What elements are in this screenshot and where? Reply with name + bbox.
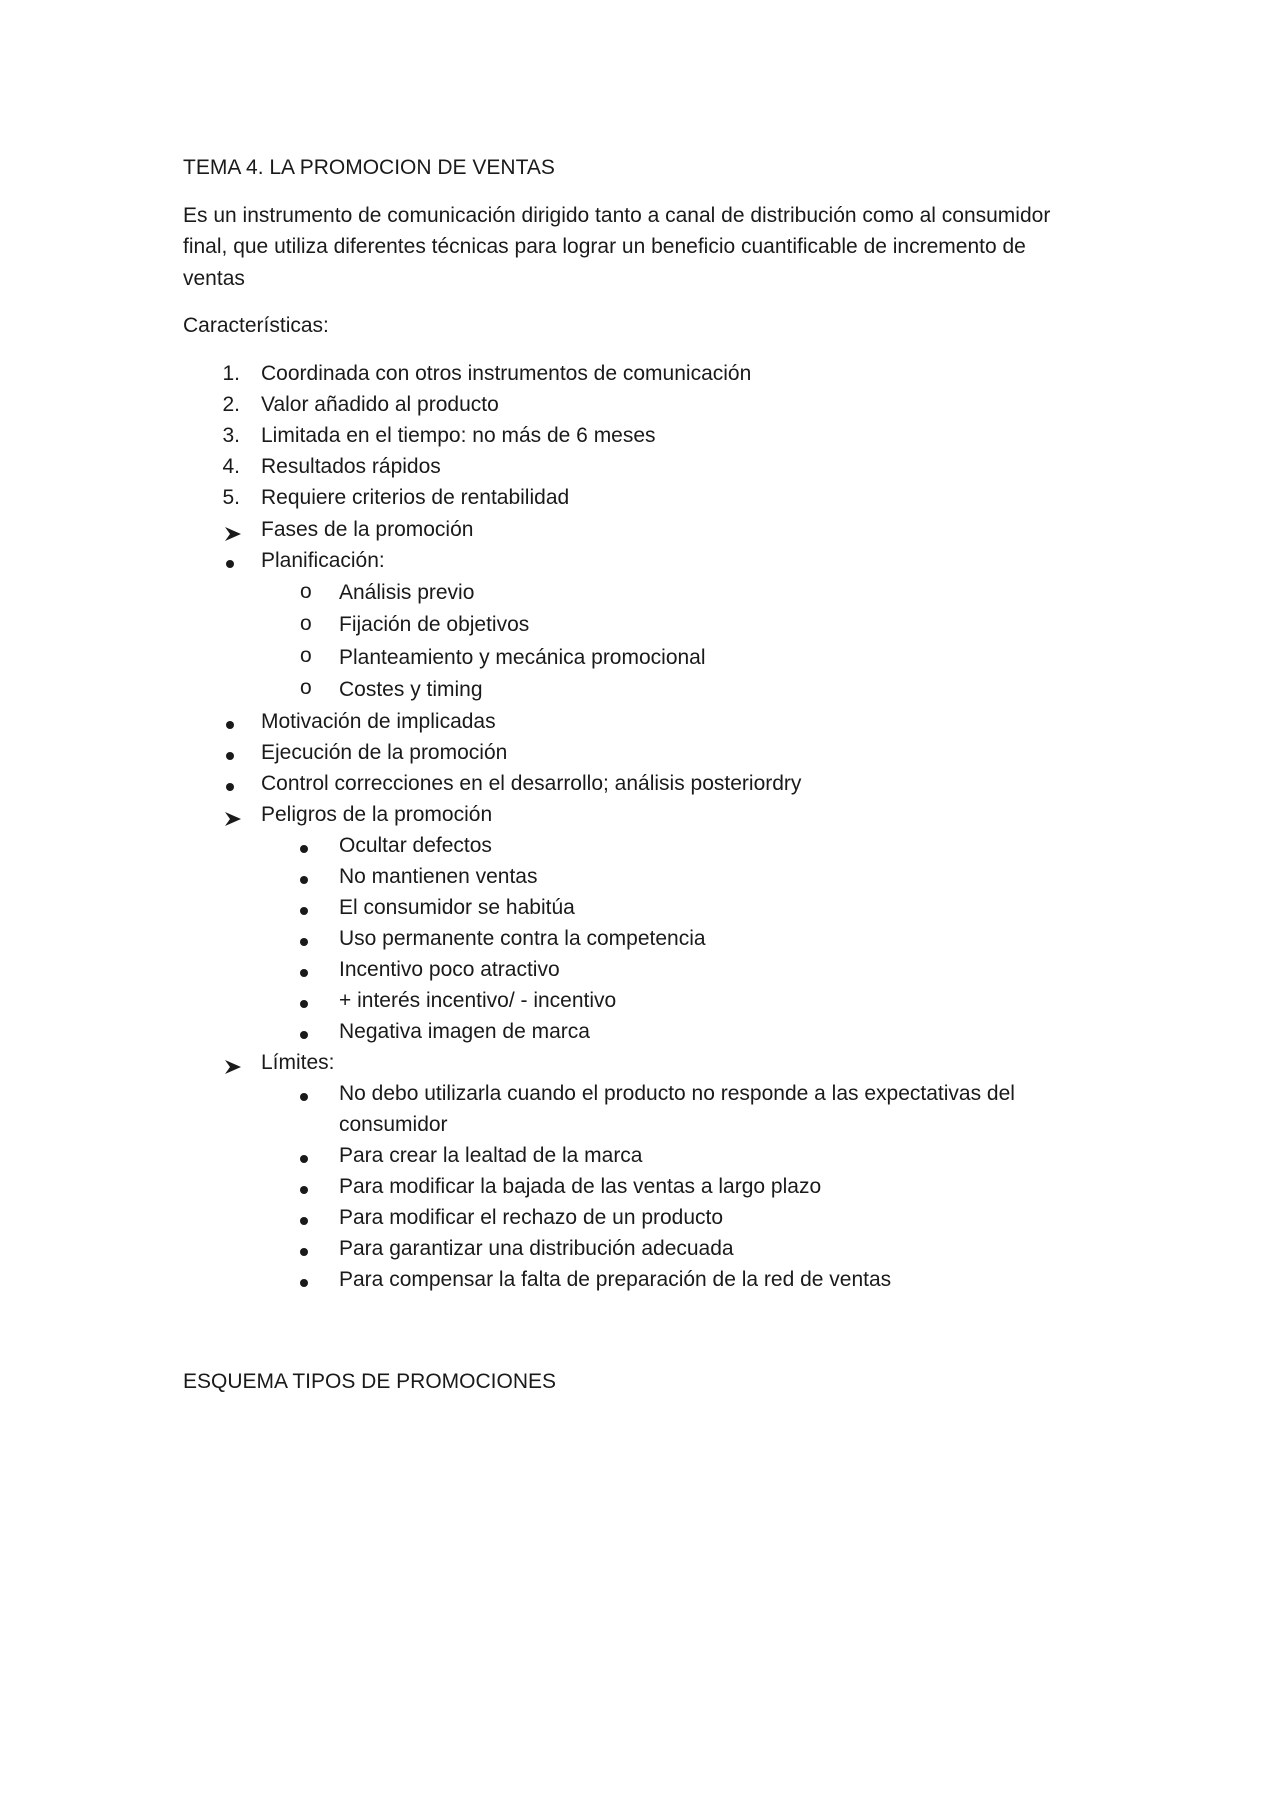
arrow-bullet-icon bbox=[224, 526, 242, 542]
peligros-heading: Peligros de la promoción bbox=[261, 803, 493, 826]
list-number: 4. bbox=[222, 455, 240, 478]
bullet-dot-icon bbox=[300, 876, 308, 884]
peligros-item: No mantienen ventas bbox=[339, 865, 538, 888]
arrow-bullet-icon bbox=[224, 811, 242, 827]
limites-item: Para modificar el rechazo de un producto bbox=[339, 1206, 724, 1229]
sub-list-item: Planteamiento y mecánica promocional bbox=[339, 646, 706, 669]
limites-item-continuation: consumidor bbox=[339, 1113, 448, 1136]
limites-item: No debo utilizarla cuando el producto no responde a las expectativas del bbox=[339, 1082, 1015, 1105]
bullet-dot-icon bbox=[300, 907, 308, 915]
bullet-dot-icon bbox=[300, 845, 308, 853]
bullet-dot-icon bbox=[300, 1217, 308, 1225]
list-item: Limitada en el tiempo: no más de 6 meses bbox=[261, 424, 656, 447]
fases-item: Ejecución de la promoción bbox=[261, 741, 508, 764]
fases-item: Control correcciones en el desarrollo; análisis posteriordry bbox=[261, 772, 802, 795]
sub-list-item: Costes y timing bbox=[339, 678, 483, 701]
limites-item: Para garantizar una distribución adecuada bbox=[339, 1237, 734, 1260]
sub-marker: o bbox=[300, 676, 312, 699]
peligros-item: Negativa imagen de marca bbox=[339, 1020, 590, 1043]
peligros-item: + interés incentivo/ - incentivo bbox=[339, 989, 617, 1012]
sub-marker: o bbox=[300, 612, 312, 635]
bullet-dot-icon bbox=[226, 783, 234, 791]
fases-item: Motivación de implicadas bbox=[261, 710, 496, 733]
bullet-dot-icon bbox=[300, 1000, 308, 1008]
peligros-item: Incentivo poco atractivo bbox=[339, 958, 560, 981]
intro-line-1: Es un instrumento de comunicación dirigido tanto a canal de distribución como al consumidor bbox=[183, 204, 1051, 227]
bullet-dot-icon bbox=[226, 721, 234, 729]
planificacion-item: Planificación: bbox=[261, 549, 385, 572]
bullet-dot-icon bbox=[300, 1186, 308, 1194]
list-number: 5. bbox=[222, 486, 240, 509]
bullet-dot-icon bbox=[300, 1279, 308, 1287]
esquema-heading: ESQUEMA TIPOS DE PROMOCIONES bbox=[183, 1370, 557, 1393]
list-item: Resultados rápidos bbox=[261, 455, 441, 478]
bullet-dot-icon bbox=[226, 752, 234, 760]
list-number: 1. bbox=[222, 362, 240, 385]
list-item: Requiere criterios de rentabilidad bbox=[261, 486, 570, 509]
caracteristicas-heading: Características: bbox=[183, 314, 329, 337]
bullet-dot-icon bbox=[300, 1248, 308, 1256]
document-title: TEMA 4. LA PROMOCION DE VENTAS bbox=[183, 156, 555, 179]
peligros-item: Ocultar defectos bbox=[339, 834, 492, 857]
list-number: 3. bbox=[222, 424, 240, 447]
bullet-dot-icon bbox=[300, 969, 308, 977]
sub-marker: o bbox=[300, 644, 312, 667]
bullet-dot-icon bbox=[300, 938, 308, 946]
list-item: Coordinada con otros instrumentos de comunicación bbox=[261, 362, 752, 385]
sub-list-item: Análisis previo bbox=[339, 581, 475, 604]
bullet-dot-icon bbox=[300, 1155, 308, 1163]
limites-item: Para compensar la falta de preparación de la red de ventas bbox=[339, 1268, 892, 1291]
limites-heading: Límites: bbox=[261, 1051, 335, 1074]
fases-heading: Fases de la promoción bbox=[261, 518, 474, 541]
list-number: 2. bbox=[222, 393, 240, 416]
intro-line-3: ventas bbox=[183, 267, 245, 290]
bullet-dot-icon bbox=[300, 1031, 308, 1039]
sub-marker: o bbox=[300, 580, 312, 603]
limites-item: Para modificar la bajada de las ventas a largo plazo bbox=[339, 1175, 822, 1198]
sub-list-item: Fijación de objetivos bbox=[339, 613, 530, 636]
intro-line-2: final, que utiliza diferentes técnicas para lograr un beneficio cuantificable de incremento de bbox=[183, 235, 1026, 258]
peligros-item: El consumidor se habitúa bbox=[339, 896, 575, 919]
bullet-dot-icon bbox=[300, 1093, 308, 1101]
bullet-dot-icon bbox=[226, 560, 234, 568]
limites-item: Para crear la lealtad de la marca bbox=[339, 1144, 643, 1167]
arrow-bullet-icon bbox=[224, 1059, 242, 1075]
list-item: Valor añadido al producto bbox=[261, 393, 499, 416]
peligros-item: Uso permanente contra la competencia bbox=[339, 927, 706, 950]
